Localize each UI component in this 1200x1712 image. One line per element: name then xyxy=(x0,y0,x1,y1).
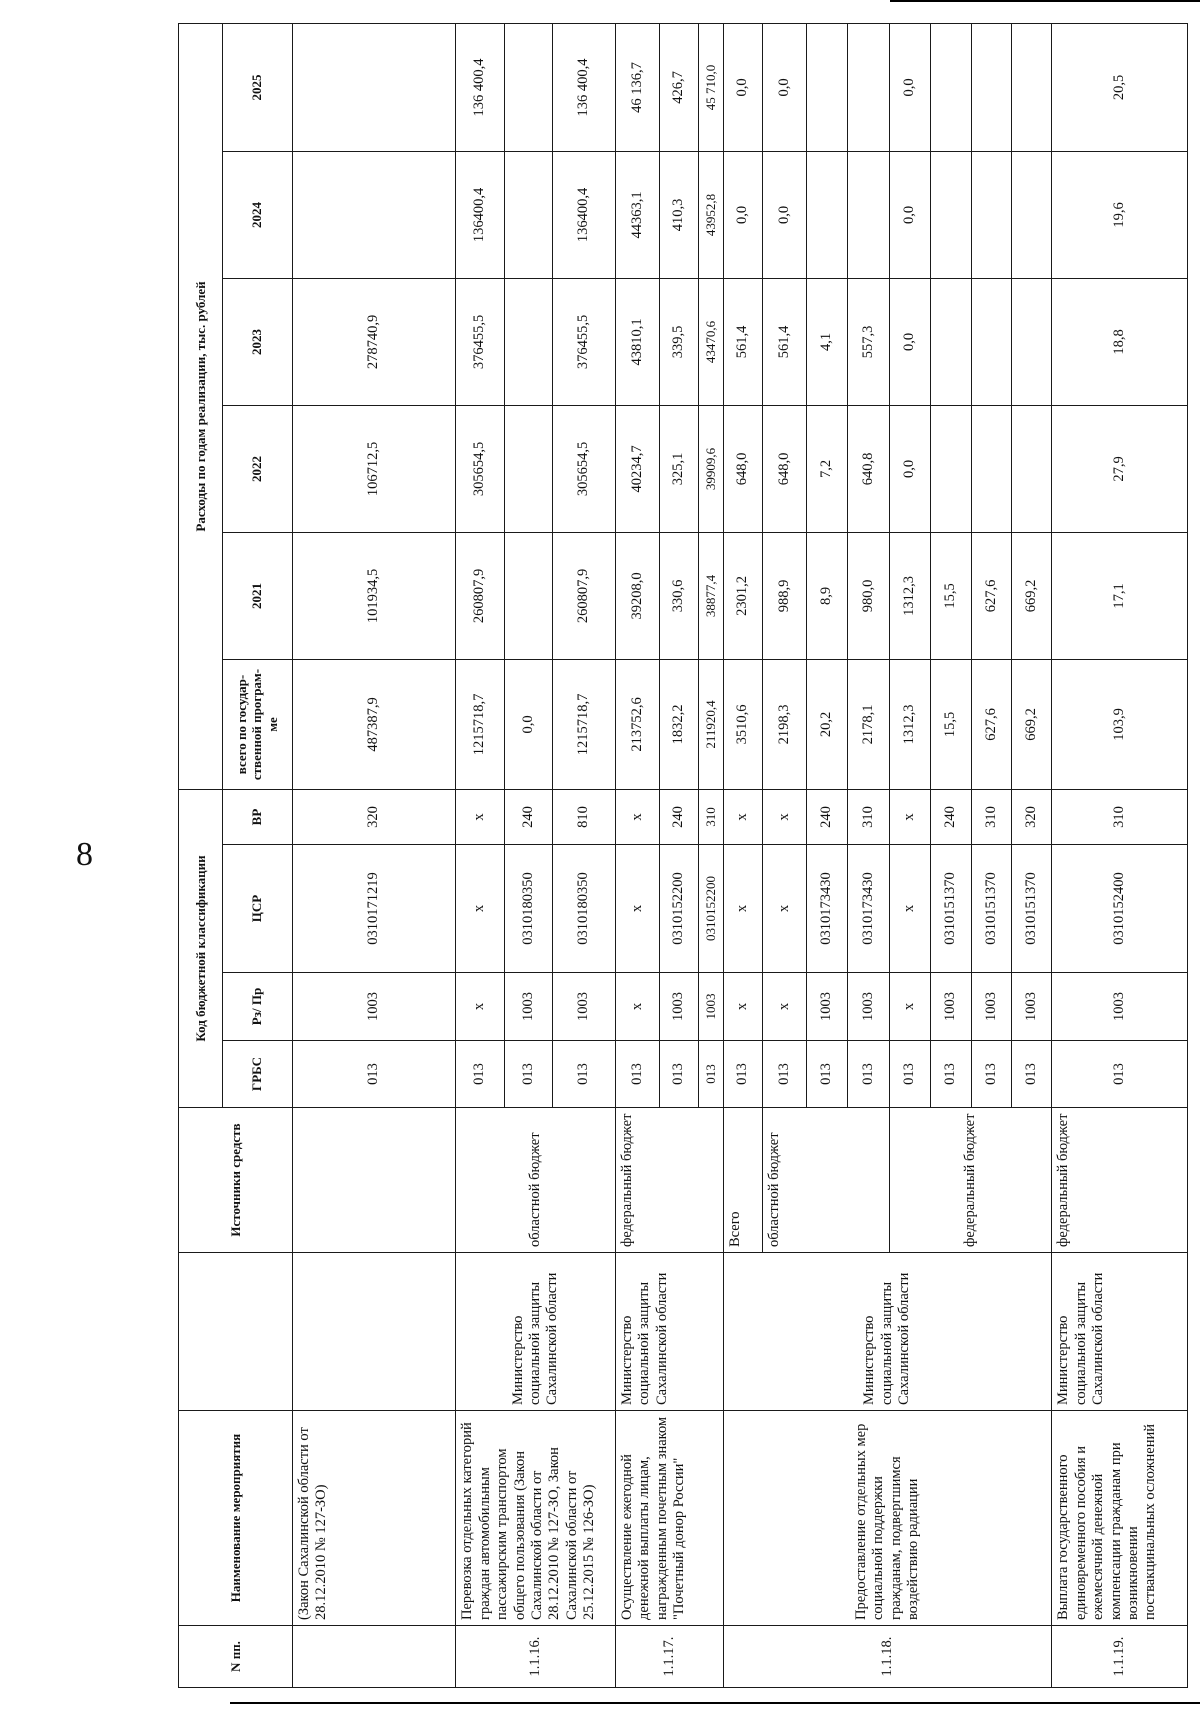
cell-executor: Министерство социальной защиты Сахалинской области xyxy=(456,1253,616,1411)
cell-total: 1312,3 xyxy=(889,659,931,789)
header-n-pp: N пп. xyxy=(179,1626,293,1688)
header-vr: ВР xyxy=(222,789,292,844)
cell-source: федеральный бюджет xyxy=(1052,1108,1188,1253)
cell-rzpr: х xyxy=(723,973,762,1041)
cell-2024 xyxy=(931,151,971,278)
cell-total: 103,9 xyxy=(1052,659,1188,789)
cell-2025 xyxy=(504,23,552,151)
cell-csr: 0310152400 xyxy=(1052,845,1188,973)
cell-2025 xyxy=(1012,23,1052,151)
table-row xyxy=(1052,23,1188,1687)
header-grbs: ГРБС xyxy=(222,1041,292,1108)
cell-2025: 0,0 xyxy=(763,23,807,151)
cell-2025: 45 710,0 xyxy=(699,23,724,151)
cell-total: 211920,4 xyxy=(699,659,724,789)
cell-2024: 0,0 xyxy=(889,151,931,278)
cell-grbs: 013 xyxy=(931,1041,971,1108)
cell-vr: 310 xyxy=(699,789,724,844)
cell-grbs: 013 xyxy=(848,1041,890,1108)
cell-2023: 278740,9 xyxy=(292,278,456,405)
cell-vr: 320 xyxy=(292,789,456,844)
scan-edge-bottom xyxy=(230,1702,1200,1704)
cell-vr: 240 xyxy=(806,789,848,844)
cell-csr: 0310180350 xyxy=(504,845,552,973)
header-sources: Источники средств xyxy=(179,1108,293,1253)
cell-2023 xyxy=(504,278,552,405)
header-rzpr: Рз/ Пр xyxy=(222,973,292,1041)
cell-2025 xyxy=(292,23,456,151)
cell-2024: 0,0 xyxy=(723,151,762,278)
scan-edge-top xyxy=(890,0,1200,2)
cell-2024 xyxy=(848,151,890,278)
cell-rzpr: х xyxy=(763,973,807,1041)
cell-source xyxy=(292,1108,456,1253)
cell-2022 xyxy=(971,405,1011,532)
cell-np: 1.1.19. xyxy=(1052,1626,1188,1688)
cell-np: 1.1.18. xyxy=(723,1626,1052,1688)
cell-rzpr: х xyxy=(456,973,504,1041)
cell-csr: 0310151370 xyxy=(971,845,1011,973)
cell-2022: 325,1 xyxy=(659,405,698,532)
cell-2022: 640,8 xyxy=(848,405,890,532)
cell-csr: 0310173430 xyxy=(848,845,890,973)
cell-rzpr: 1003 xyxy=(848,973,890,1041)
cell-2021: 988,9 xyxy=(763,532,807,659)
cell-csr: 0310180350 xyxy=(552,845,615,973)
cell-2021: 38877,4 xyxy=(699,532,724,659)
cell-rzpr: х xyxy=(889,973,931,1041)
cell-2024 xyxy=(971,151,1011,278)
cell-total: 15,5 xyxy=(931,659,971,789)
cell-2023: 43470,6 xyxy=(699,278,724,405)
cell-2025 xyxy=(806,23,848,151)
cell-2023: 561,4 xyxy=(723,278,762,405)
cell-executor xyxy=(292,1253,456,1411)
cell-total: 20,2 xyxy=(806,659,848,789)
cell-vr: 240 xyxy=(659,789,698,844)
cell-rzpr: 1003 xyxy=(504,973,552,1041)
cell-2023: 43810,1 xyxy=(616,278,660,405)
cell-np: 1.1.16. xyxy=(456,1626,616,1688)
cell-2023: 4,1 xyxy=(806,278,848,405)
header-csr: ЦСР xyxy=(222,845,292,973)
cell-total: 1832,2 xyxy=(659,659,698,789)
header-code-group: Код бюджетной классификации xyxy=(179,789,223,1107)
cell-2024: 43952,8 xyxy=(699,151,724,278)
header-year-2023: 2023 xyxy=(222,278,292,405)
cell-rzpr: 1003 xyxy=(931,973,971,1041)
cell-vr: х xyxy=(456,789,504,844)
cell-total: 627,6 xyxy=(971,659,1011,789)
cell-2025: 136 400,4 xyxy=(552,23,615,151)
cell-source: федеральный бюджет xyxy=(616,1108,724,1253)
cell-csr: х xyxy=(616,845,660,973)
cell-2021: 39208,0 xyxy=(616,532,660,659)
header-row-1 xyxy=(179,23,223,1687)
cell-vr: 240 xyxy=(504,789,552,844)
cell-np: 1.1.17. xyxy=(616,1626,724,1688)
cell-2021: 260807,9 xyxy=(552,532,615,659)
cell-2021: 17,1 xyxy=(1052,532,1188,659)
cell-total: 2178,1 xyxy=(848,659,890,789)
cell-vr: х xyxy=(616,789,660,844)
cell-2022: 305654,5 xyxy=(456,405,504,532)
cell-2023: 18,8 xyxy=(1052,278,1188,405)
cell-2022: 305654,5 xyxy=(552,405,615,532)
cell-executor: Министерство социальной защиты Сахалинской области xyxy=(723,1253,1052,1411)
cell-2022: 106712,5 xyxy=(292,405,456,532)
cell-2021: 330,6 xyxy=(659,532,698,659)
cell-2023: 561,4 xyxy=(763,278,807,405)
budget-table xyxy=(178,23,1188,1688)
cell-rzpr: 1003 xyxy=(971,973,1011,1041)
cell-csr: 0310152200 xyxy=(659,845,698,973)
cell-2021: 8,9 xyxy=(806,532,848,659)
cell-vr: 810 xyxy=(552,789,615,844)
cell-csr: х xyxy=(723,845,762,973)
cell-2022: 0,0 xyxy=(889,405,931,532)
cell-rzpr: х xyxy=(616,973,660,1041)
header-year-2025: 2025 xyxy=(222,23,292,151)
cell-rzpr: 1003 xyxy=(699,973,724,1041)
cell-executor: Министерство социальной защиты Сахалинской области xyxy=(1052,1253,1188,1411)
cell-2022: 648,0 xyxy=(763,405,807,532)
cell-rzpr: 1003 xyxy=(659,973,698,1041)
cell-vr: 310 xyxy=(971,789,1011,844)
table-row xyxy=(292,23,456,1687)
cell-2022: 27,9 xyxy=(1052,405,1188,532)
cell-2024 xyxy=(806,151,848,278)
cell-2025 xyxy=(931,23,971,151)
cell-2024: 0,0 xyxy=(763,151,807,278)
cell-2023: 376455,5 xyxy=(552,278,615,405)
cell-total: 3510,6 xyxy=(723,659,762,789)
cell-2022: 648,0 xyxy=(723,405,762,532)
cell-vr: 240 xyxy=(931,789,971,844)
cell-2023 xyxy=(1012,278,1052,405)
cell-2025: 426,7 xyxy=(659,23,698,151)
cell-2024: 136400,4 xyxy=(552,151,615,278)
cell-rzpr: 1003 xyxy=(1052,973,1188,1041)
cell-source-regional: областной бюджет xyxy=(763,1108,890,1253)
cell-2021: 980,0 xyxy=(848,532,890,659)
cell-vr: 320 xyxy=(1012,789,1052,844)
cell-total: 213752,6 xyxy=(616,659,660,789)
cell-csr: х xyxy=(889,845,931,973)
cell-2024: 410,3 xyxy=(659,151,698,278)
header-year-2021: 2021 xyxy=(222,532,292,659)
cell-name: Предоставление отдельных мер социальной поддержки гражданам, подвергшимся воздействию радиации xyxy=(723,1411,1052,1626)
table-row xyxy=(723,23,762,1687)
cell-2023: 339,5 xyxy=(659,278,698,405)
cell-total: 487387,9 xyxy=(292,659,456,789)
cell-2022: 40234,7 xyxy=(616,405,660,532)
header-year-2024: 2024 xyxy=(222,151,292,278)
cell-2022: 39909,6 xyxy=(699,405,724,532)
cell-total: 0,0 xyxy=(504,659,552,789)
cell-vr: 310 xyxy=(1052,789,1188,844)
cell-2024: 19,6 xyxy=(1052,151,1188,278)
cell-2022 xyxy=(931,405,971,532)
cell-2025: 46 136,7 xyxy=(616,23,660,151)
cell-2021: 627,6 xyxy=(971,532,1011,659)
cell-grbs: 013 xyxy=(616,1041,660,1108)
cell-2023 xyxy=(971,278,1011,405)
cell-2021 xyxy=(504,532,552,659)
cell-2023 xyxy=(931,278,971,405)
cell-total: 669,2 xyxy=(1012,659,1052,789)
cell-grbs: 013 xyxy=(1052,1041,1188,1108)
cell-grbs: 013 xyxy=(763,1041,807,1108)
cell-csr: 0310173430 xyxy=(806,845,848,973)
cell-2023: 376455,5 xyxy=(456,278,504,405)
rotated-table-container xyxy=(178,24,1188,1688)
cell-2021: 1312,3 xyxy=(889,532,931,659)
cell-rzpr: 1003 xyxy=(552,973,615,1041)
cell-2022 xyxy=(1012,405,1052,532)
cell-csr: 0310151370 xyxy=(1012,845,1052,973)
cell-source-federal: федеральный бюджет xyxy=(889,1108,1052,1253)
cell-grbs: 013 xyxy=(504,1041,552,1108)
cell-grbs: 013 xyxy=(456,1041,504,1108)
cell-vr: 310 xyxy=(848,789,890,844)
cell-2024 xyxy=(292,151,456,278)
cell-total: 1215718,7 xyxy=(552,659,615,789)
cell-2024: 136400,4 xyxy=(456,151,504,278)
cell-grbs: 013 xyxy=(552,1041,615,1108)
cell-vr: х xyxy=(889,789,931,844)
cell-grbs: 013 xyxy=(889,1041,931,1108)
cell-2023: 0,0 xyxy=(889,278,931,405)
cell-grbs: 013 xyxy=(292,1041,456,1108)
cell-2022 xyxy=(504,405,552,532)
cell-rzpr: 1003 xyxy=(806,973,848,1041)
cell-2022: 7,2 xyxy=(806,405,848,532)
cell-2021: 15,5 xyxy=(931,532,971,659)
cell-rzpr: 1003 xyxy=(1012,973,1052,1041)
cell-2025 xyxy=(971,23,1011,151)
cell-name: Перевозка отдельных категорий граждан автомобильным пассажирским транспортом общего пользования (Закон Сахалинской области от 28.12.2010 № 127-ЗО, Закон Сахалинской области от 25.12.2015 № 126-ЗО) xyxy=(456,1411,616,1626)
cell-grbs: 013 xyxy=(723,1041,762,1108)
cell-source: областной бюджет xyxy=(456,1108,616,1253)
table-row xyxy=(456,23,504,1687)
cell-2025: 20,5 xyxy=(1052,23,1188,151)
cell-grbs: 013 xyxy=(971,1041,1011,1108)
cell-2025 xyxy=(848,23,890,151)
cell-grbs: 013 xyxy=(1012,1041,1052,1108)
cell-2024 xyxy=(504,151,552,278)
cell-2023: 557,3 xyxy=(848,278,890,405)
table-row xyxy=(616,23,660,1687)
header-name: Наименование мероприятия xyxy=(179,1411,293,1626)
cell-2021: 2301,2 xyxy=(723,532,762,659)
cell-csr: 0310171219 xyxy=(292,845,456,973)
header-years-group: Расходы по годам реализации, тыс. рублей xyxy=(179,23,223,789)
cell-csr: 0310152200 xyxy=(699,845,724,973)
header-year-2022: 2022 xyxy=(222,405,292,532)
cell-2021: 669,2 xyxy=(1012,532,1052,659)
cell-2021: 101934,5 xyxy=(292,532,456,659)
cell-2024: 44363,1 xyxy=(616,151,660,278)
cell-csr: х xyxy=(763,845,807,973)
cell-vr: х xyxy=(763,789,807,844)
cell-grbs: 013 xyxy=(699,1041,724,1108)
cell-csr: 0310151370 xyxy=(931,845,971,973)
cell-2025: 0,0 xyxy=(723,23,762,151)
header-executor xyxy=(179,1253,293,1411)
cell-2024 xyxy=(1012,151,1052,278)
cell-grbs: 013 xyxy=(659,1041,698,1108)
cell-vr: х xyxy=(723,789,762,844)
cell-name: (Закон Сахалинской области от 28.12.2010 № 127-ЗО) xyxy=(292,1411,456,1626)
cell-np xyxy=(292,1626,456,1688)
page-number: 8 xyxy=(76,836,93,873)
cell-source-total: Всего xyxy=(723,1108,762,1253)
cell-2025: 0,0 xyxy=(889,23,931,151)
cell-csr: х xyxy=(456,845,504,973)
cell-name: Осуществление ежегодной денежной выплаты лицам, награжденным почетным знаком "Почетный донор России" xyxy=(616,1411,724,1626)
cell-grbs: 013 xyxy=(806,1041,848,1108)
cell-executor: Министерство социальной защиты Сахалинской области xyxy=(616,1253,724,1411)
cell-name: Выплата государственного единовременного пособия и ежемесячной денежной компенсации гражданам при возникновении поствакцинальных осложнений xyxy=(1052,1411,1188,1626)
cell-2021: 260807,9 xyxy=(456,532,504,659)
cell-2025: 136 400,4 xyxy=(456,23,504,151)
cell-rzpr: 1003 xyxy=(292,973,456,1041)
cell-total: 2198,3 xyxy=(763,659,807,789)
cell-total: 1215718,7 xyxy=(456,659,504,789)
header-total: всего по государ-ственной програм-ме xyxy=(222,659,292,789)
